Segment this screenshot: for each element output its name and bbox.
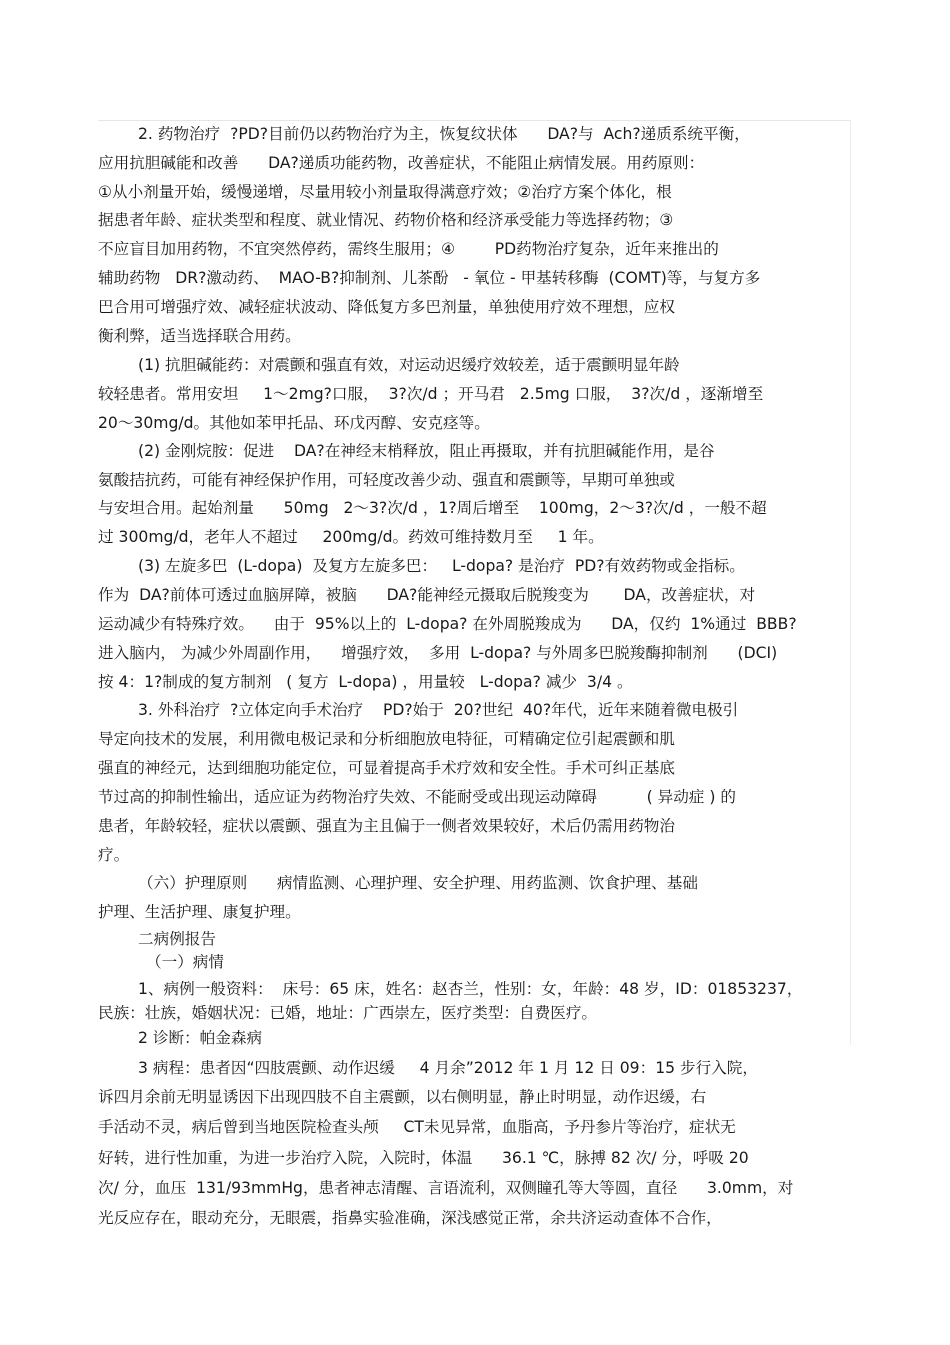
paragraph-line: 进入脑内， 为减少外周副作用， 增强疗效， 多用 L-dopa? 与外周多巴脱羧酶抑制剂 (DCI) bbox=[98, 644, 778, 662]
page-border-right bbox=[850, 120, 851, 1045]
paragraph-line: 患者，年龄较轻，症状以震颤、强直为主且偏于一侧者效果较好，术后仍需用药物治 bbox=[98, 817, 675, 835]
section-heading-nursing: （六）护理原则 病情监测、心理护理、安全护理、用药监测、饮食护理、基础 bbox=[138, 874, 698, 892]
paragraph-line: 民族：壮族，婚姻状况：已婚，地址：广西崇左，医疗类型：自费医疗。 bbox=[98, 1004, 598, 1022]
paragraph-line: 按 4：1?制成的复方制剂 ( 复方 L-dopa) ，用量较 L-dopa? 减少 3/4 。 bbox=[98, 673, 633, 691]
paragraph-line: 不应盲目加用药物，不宜突然停药，需终生服用；④ PD药物治疗复杂，近年来推出的 bbox=[98, 240, 719, 258]
paragraph-line: 好转，进行性加重，为进一步治疗入院，入院时，体温 36.1 ℃，脉搏 82 次/ 分，呼吸 20 bbox=[98, 1149, 749, 1167]
paragraph-line: 氨酸拮抗药，可能有神经保护作用，可轻度改善少动、强直和震颤等，早期可单独或 bbox=[98, 471, 675, 489]
paragraph-line: 作为 DA?前体可透过血脑屏障，被脑 DA?能神经元摄取后脱羧变为 DA，改善症状，对 bbox=[98, 586, 756, 604]
paragraph-line: 与安坦合用。起始剂量 50mg 2～3?次/d ，1?周后增至 100mg，2～3?次/d ，一般不超 bbox=[98, 499, 767, 517]
paragraph-line: 20～30mg/d。其他如苯甲托品、环戊丙醇、安克痉等。 bbox=[98, 414, 490, 432]
paragraph-line: 1、病例一般资料： 床号：65 床，姓名：赵杏兰，性别：女，年龄：48 岁，ID：01853237， bbox=[138, 980, 803, 998]
paragraph-line: 护理、生活护理、康复护理。 bbox=[98, 903, 301, 921]
section-heading-case-report: 二病例报告 bbox=[138, 930, 216, 948]
paragraph-line: 3. 外科治疗 ?立体定向手术治疗 PD?始于 20?世纪 40?年代，近年来随着微电极引 bbox=[138, 701, 739, 719]
paragraph-line: 辅助药物 DR?激动药、 MAO-B?抑制剂、儿茶酚 - 氧位 - 甲基转移酶 (COMT)等，与复方多 bbox=[98, 269, 761, 287]
paragraph-line: (1) 抗胆碱能药：对震颤和强直有效，对运动迟缓疗效较差，适于震颤明显年龄 bbox=[138, 356, 680, 374]
paragraph-line: 应用抗胆碱能和改善 DA?递质功能药物，改善症状，不能阻止病情发展。用药原则： bbox=[98, 154, 705, 172]
paragraph-line: 光反应存在，眼动充分，无眼震，指鼻实验准确，深浅感觉正常，余共济运动查体不合作， bbox=[98, 1209, 722, 1227]
page-border-top bbox=[98, 120, 850, 121]
paragraph-line: 巴合用可增强疗效、减轻症状波动、降低复方多巴剂量，单独使用疗效不理想，应权 bbox=[98, 298, 675, 316]
paragraph-line: 运动减少有特殊疗效。 由于 95%以上的 L-dopa? 在外周脱羧成为 DA，仅约 1%通过 BBB? bbox=[98, 615, 797, 633]
paragraph-line: 较轻患者。常用安坦 1～2mg?口服， 3?次/d ；开马君 2.5mg 口服， 3?次/d ，逐渐增至 bbox=[98, 385, 764, 403]
paragraph-line: ①从小剂量开始，缓慢递增，尽量用较小剂量取得满意疗效；②治疗方案个体化，根 bbox=[98, 183, 672, 201]
paragraph-line: 诉四月余前无明显诱因下出现四肢不自主震颤，以右侧明显，静止时明显，动作迟缓，右 bbox=[98, 1088, 707, 1106]
paragraph-line: 手活动不灵，病后曾到当地医院检查头颅 CT未见异常，血脂高，予丹参片等治疗，症状无 bbox=[98, 1118, 736, 1136]
paragraph-line: 疗。 bbox=[98, 846, 130, 864]
paragraph-line: 2. 药物治疗 ?PD?目前仍以药物治疗为主，恢复纹状体 DA?与 Ach?递质系统平衡， bbox=[138, 125, 750, 143]
paragraph-line: 3 病程：患者因“四肢震颤、动作迟缓 4 月余”2012 年 1 月 12 日 09：15 步行入院， bbox=[138, 1059, 758, 1077]
diagnosis-line: 2 诊断：帕金森病 bbox=[138, 1029, 263, 1047]
paragraph-line: 导定向技术的发展，利用微电极记录和分析细胞放电特征，可精确定位引起震颤和肌 bbox=[98, 730, 675, 748]
paragraph-line: 据患者年龄、症状类型和程度、就业情况、药物价格和经济承受能力等选择药物；③ bbox=[98, 211, 674, 229]
paragraph-line: (2) 金刚烷胺：促进 DA?在神经末梢释放，阻止再摄取，并有抗胆碱能作用，是谷 bbox=[138, 442, 715, 460]
paragraph-line: 过 300mg/d，老年人不超过 200mg/d。药效可维持数月至 1 年。 bbox=[98, 528, 604, 546]
paragraph-line: 衡利弊，适当选择联合用药。 bbox=[98, 327, 301, 345]
paragraph-line: (3) 左旋多巴 (L-dopa) 及复方左旋多巴： L-dopa? 是治疗 PD?有效药物或金指标。 bbox=[138, 557, 745, 575]
paragraph-line: 强直的神经元，达到细胞功能定位，可显着提高手术疗效和安全性。手术可纠正基底 bbox=[98, 759, 675, 777]
paragraph-line: 次/ 分，血压 131/93mmHg，患者神志清醒、言语流利，双侧瞳孔等大等圆，直径 3.0mm，对 bbox=[98, 1179, 794, 1197]
section-heading-condition: （一）病情 bbox=[146, 953, 224, 971]
paragraph-line: 节过高的抑制性输出，适应证为药物治疗失效、不能耐受或出现运动障碍 ( 异动症 ) 的 bbox=[98, 788, 736, 806]
